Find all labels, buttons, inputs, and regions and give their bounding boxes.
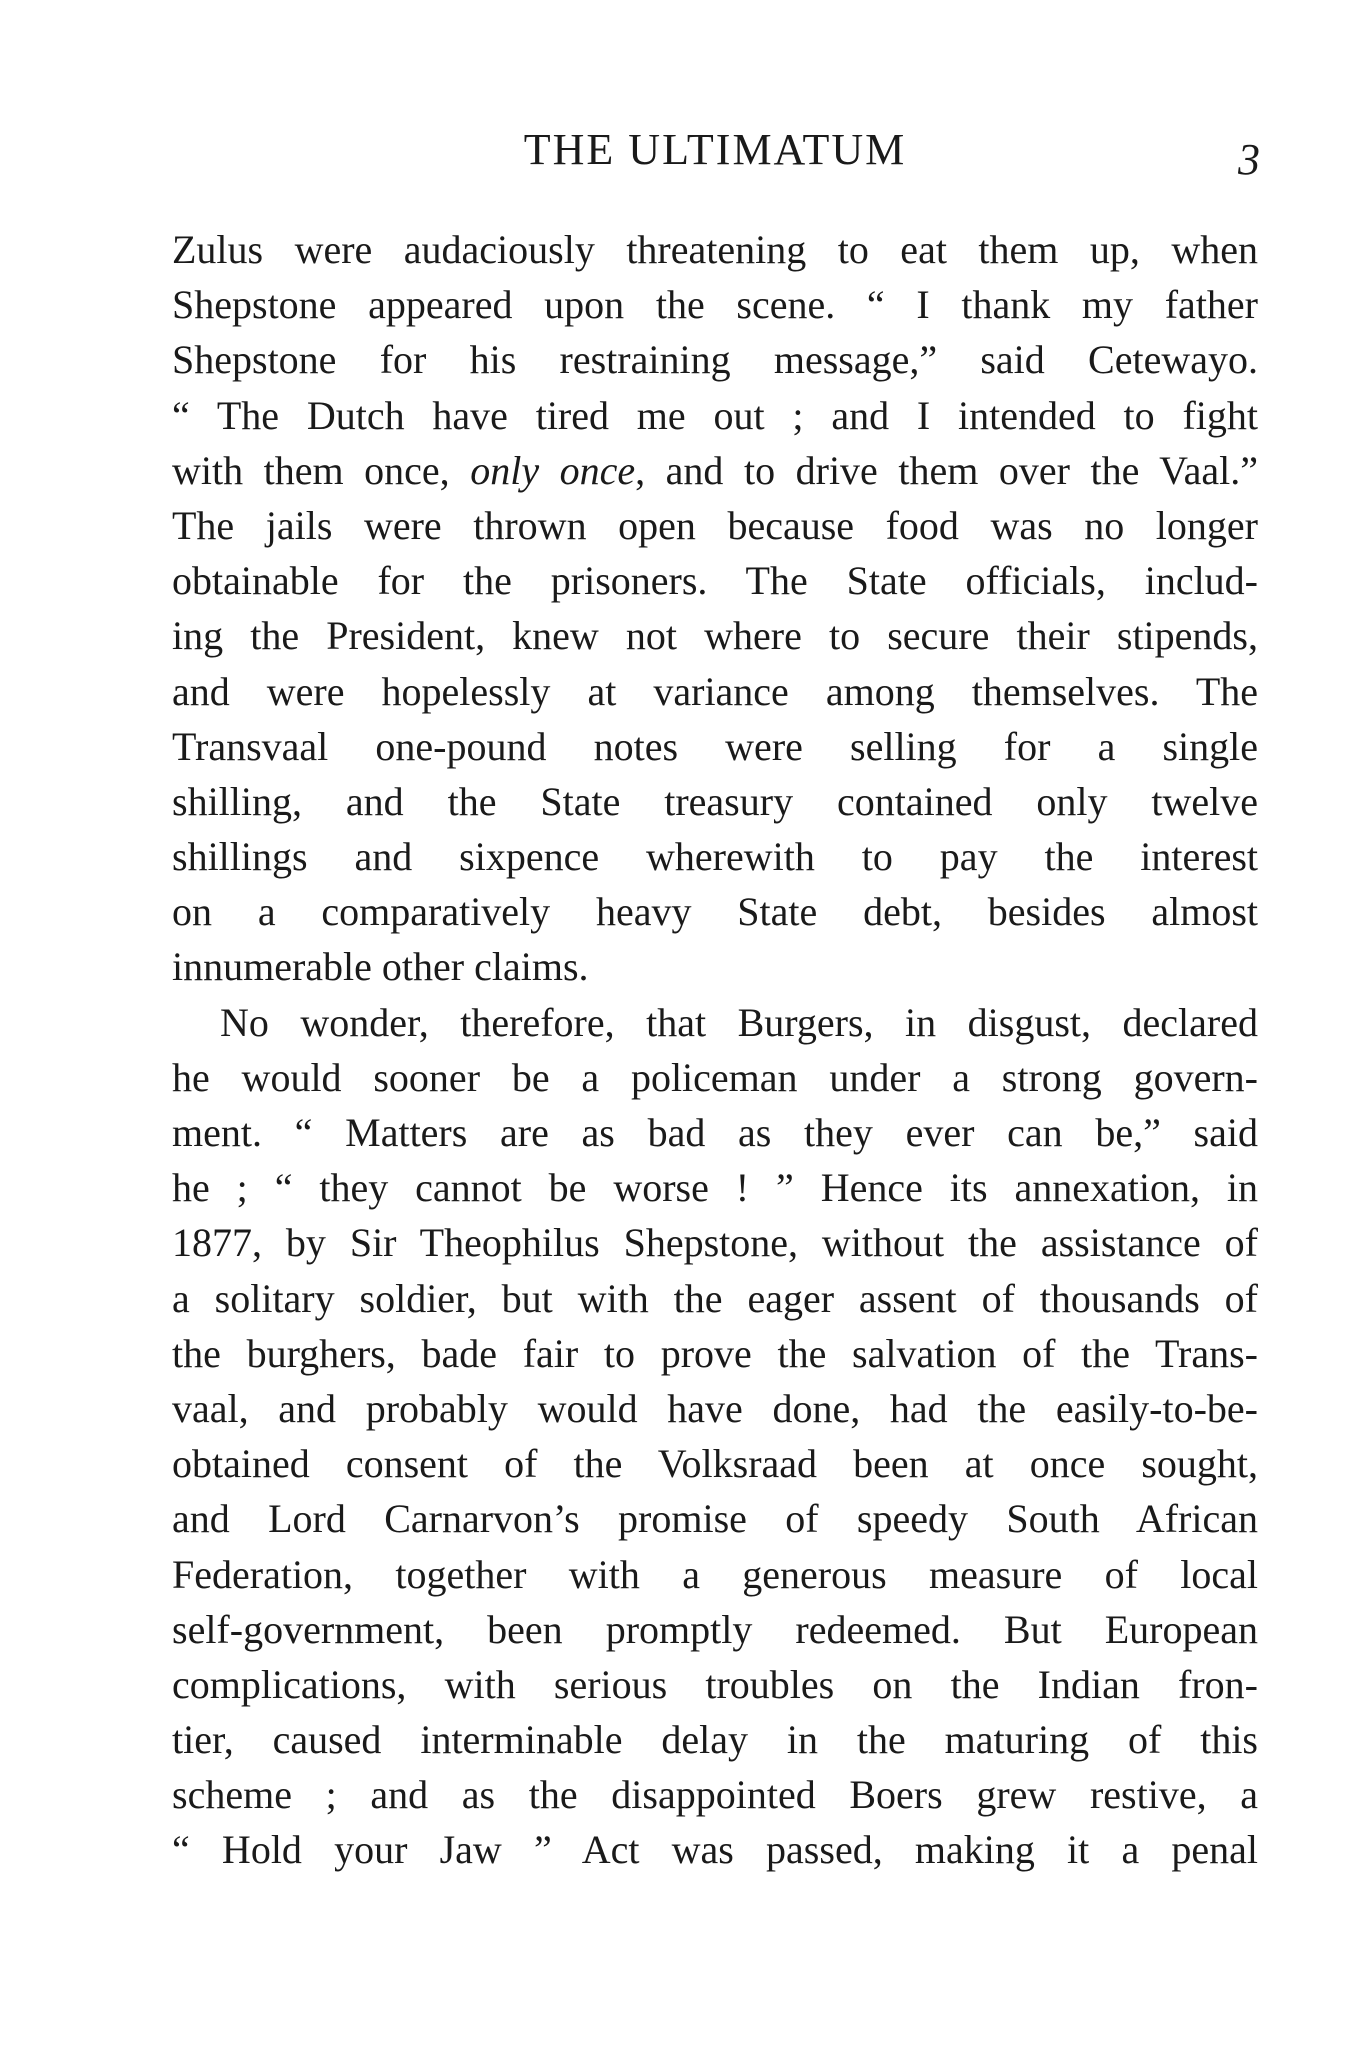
text-line: tier, caused interminable delay in the maturing of this [172, 1717, 1258, 1763]
text-line: and were hopelessly at variance among themselves. The [172, 668, 1258, 714]
text-line: Shepstone appeared upon the scene. “ I thank my father [172, 282, 1258, 328]
text-line: complications, with serious troubles on the Indian fron- [172, 1661, 1258, 1707]
running-title: THE ULTIMATUM [523, 125, 907, 174]
text-run: with them once, [172, 447, 471, 493]
text-line: Zulus were audaciously threatening to eat them up, when [172, 227, 1258, 272]
text-line: The jails were thrown open because food was no longer [172, 502, 1258, 548]
text-line: ment. “ Matters are as bad as they ever can be,” said [172, 1110, 1258, 1155]
text-line: self-government, been promptly redeemed. But European [172, 1606, 1258, 1652]
text-line: Shepstone for his restraining message,” said Cetewayo. [172, 337, 1258, 383]
text-line: “ Hold your Jaw ” Act was passed, making it a penal [172, 1827, 1258, 1873]
text-line: obtained consent of the Volksraad been at once sought, [172, 1441, 1258, 1487]
body-text [172, 222, 1258, 1878]
text-line: vaal, and probably would have done, had the easily-to-be- [172, 1385, 1258, 1431]
running-head [170, 120, 1260, 184]
italic-emphasis: only once [470, 447, 636, 493]
text-line: scheme ; and as the disappointed Boers grew restive, a [172, 1772, 1258, 1818]
text-line: the burghers, bade fair to prove the salvation of the Trans- [172, 1330, 1258, 1376]
text-line: a solitary soldier, but with the eager assent of thousands of [172, 1275, 1258, 1321]
text-line: he ; “ they cannot be worse ! ” Hence its annexation, in [172, 1165, 1258, 1211]
text-line: shillings and sixpence wherewith to pay the interest [172, 834, 1258, 880]
text-line: and Lord Carnarvon’s promise of speedy South African [172, 1496, 1258, 1542]
text-line: 1877, by Sir Theophilus Shepstone, without the assistance of [172, 1220, 1258, 1266]
text-line: Transvaal one-pound notes were selling for a single [172, 723, 1258, 769]
text-line: on a comparatively heavy State debt, besides almost [172, 889, 1258, 935]
text-run: , and to drive them over the Vaal.” [635, 447, 1258, 493]
text-line-paragraph-end: innumerable other claims. [172, 944, 589, 990]
text-line: obtainable for the prisoners. The State officials, includ- [172, 558, 1258, 604]
text-line: Federation, together with a generous measure of local [172, 1551, 1258, 1597]
text-line: “ The Dutch have tired me out ; and I intended to fight [172, 392, 1258, 438]
text-line-paragraph-start: No wonder, therefore, that Burgers, in disgust, declared [220, 999, 1258, 1045]
text-line: he would sooner be a policeman under a strong govern- [172, 1054, 1258, 1100]
text-line: ing the President, knew not where to secure their stipends, [172, 613, 1258, 659]
text-line: shilling, and the State treasury contained only twelve [172, 778, 1258, 824]
page-number: 3 [1238, 135, 1260, 184]
text-line [172, 443, 1258, 498]
